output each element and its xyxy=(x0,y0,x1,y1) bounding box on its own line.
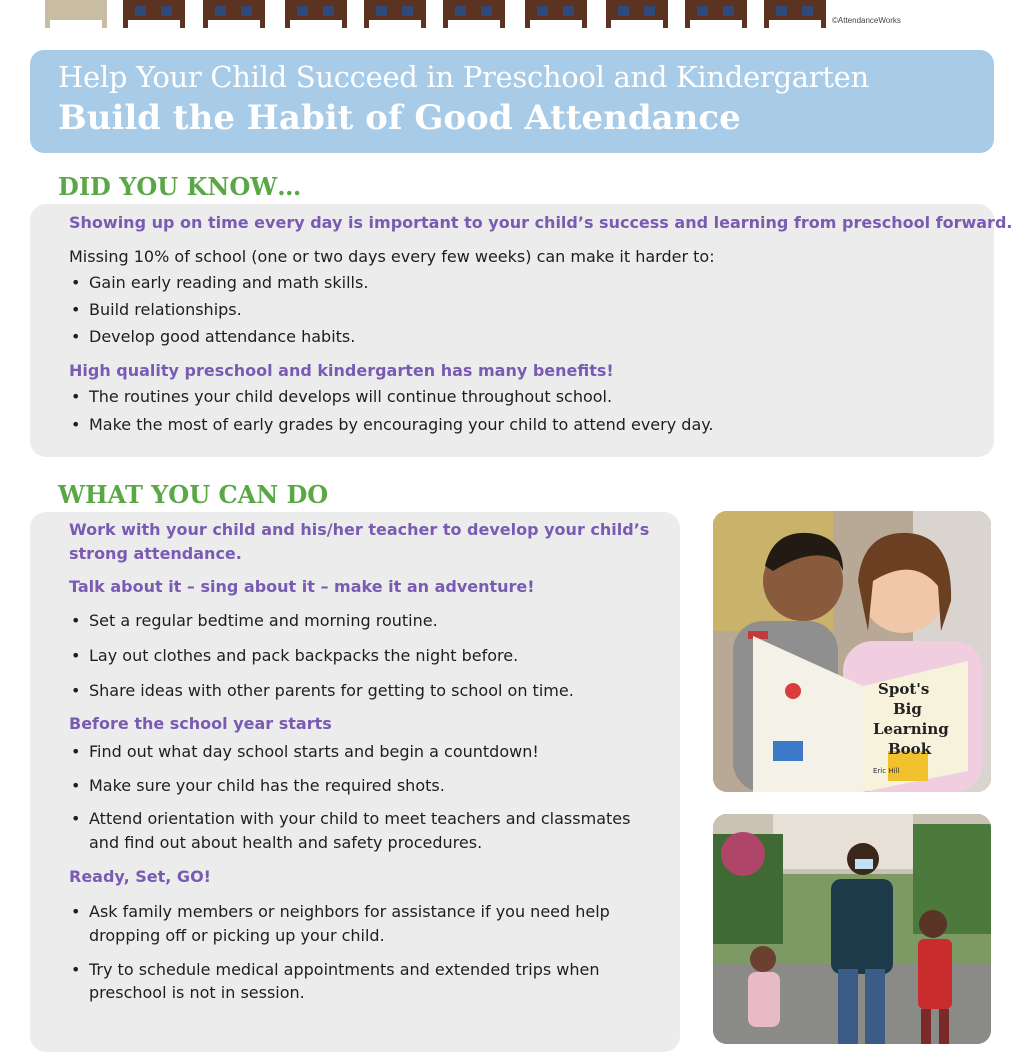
before-school-heading: Before the school year starts xyxy=(69,714,332,733)
desk-icon xyxy=(685,0,747,28)
desk-illustration-row xyxy=(0,0,1024,30)
children-reading-photo xyxy=(713,511,991,792)
desk-icon xyxy=(45,0,107,28)
desk-icon xyxy=(443,0,505,28)
desk-icon xyxy=(123,0,185,28)
header-banner xyxy=(30,50,994,153)
page-title: Build the Habit of Good Attendance xyxy=(58,98,741,138)
desk-icon xyxy=(364,0,426,28)
copyright-text: ©AttendanceWorks xyxy=(832,16,901,25)
desk-icon xyxy=(285,0,347,28)
book-author-text: Eric Hill xyxy=(873,767,900,775)
what-you-can-do-lead: strong attendance. xyxy=(69,544,242,563)
what-you-can-do-lead: Work with your child and his/her teacher to develop your child’s xyxy=(69,520,650,539)
book-title-text: Big xyxy=(893,700,922,718)
book-title-text: Learning xyxy=(873,720,949,738)
desk-icon xyxy=(525,0,587,28)
book-title-text: Book xyxy=(888,740,932,758)
talk-heading: Talk about it – sing about it – make it an adventure! xyxy=(69,577,535,596)
desk-icon xyxy=(764,0,826,28)
book-title-text: Spot's xyxy=(878,680,930,698)
desk-icon xyxy=(606,0,668,28)
benefits-heading: High quality preschool and kindergarten has many benefits! xyxy=(69,361,614,380)
did-you-know-heading: DID YOU KNOW… xyxy=(58,172,302,201)
what-you-can-do-heading: WHAT YOU CAN DO xyxy=(58,480,329,509)
missing-school-intro: Missing 10% of school (one or two days every few weeks) can make it harder to: xyxy=(69,247,715,266)
desk-icon xyxy=(203,0,265,28)
family-walking-photo xyxy=(713,814,991,1044)
did-you-know-lead: Showing up on time every day is important to your child’s success and learning from preschool forward. xyxy=(69,213,1013,232)
page-subtitle: Help Your Child Succeed in Preschool and Kindergarten xyxy=(58,60,869,94)
ready-set-go-heading: Ready, Set, GO! xyxy=(69,867,211,886)
